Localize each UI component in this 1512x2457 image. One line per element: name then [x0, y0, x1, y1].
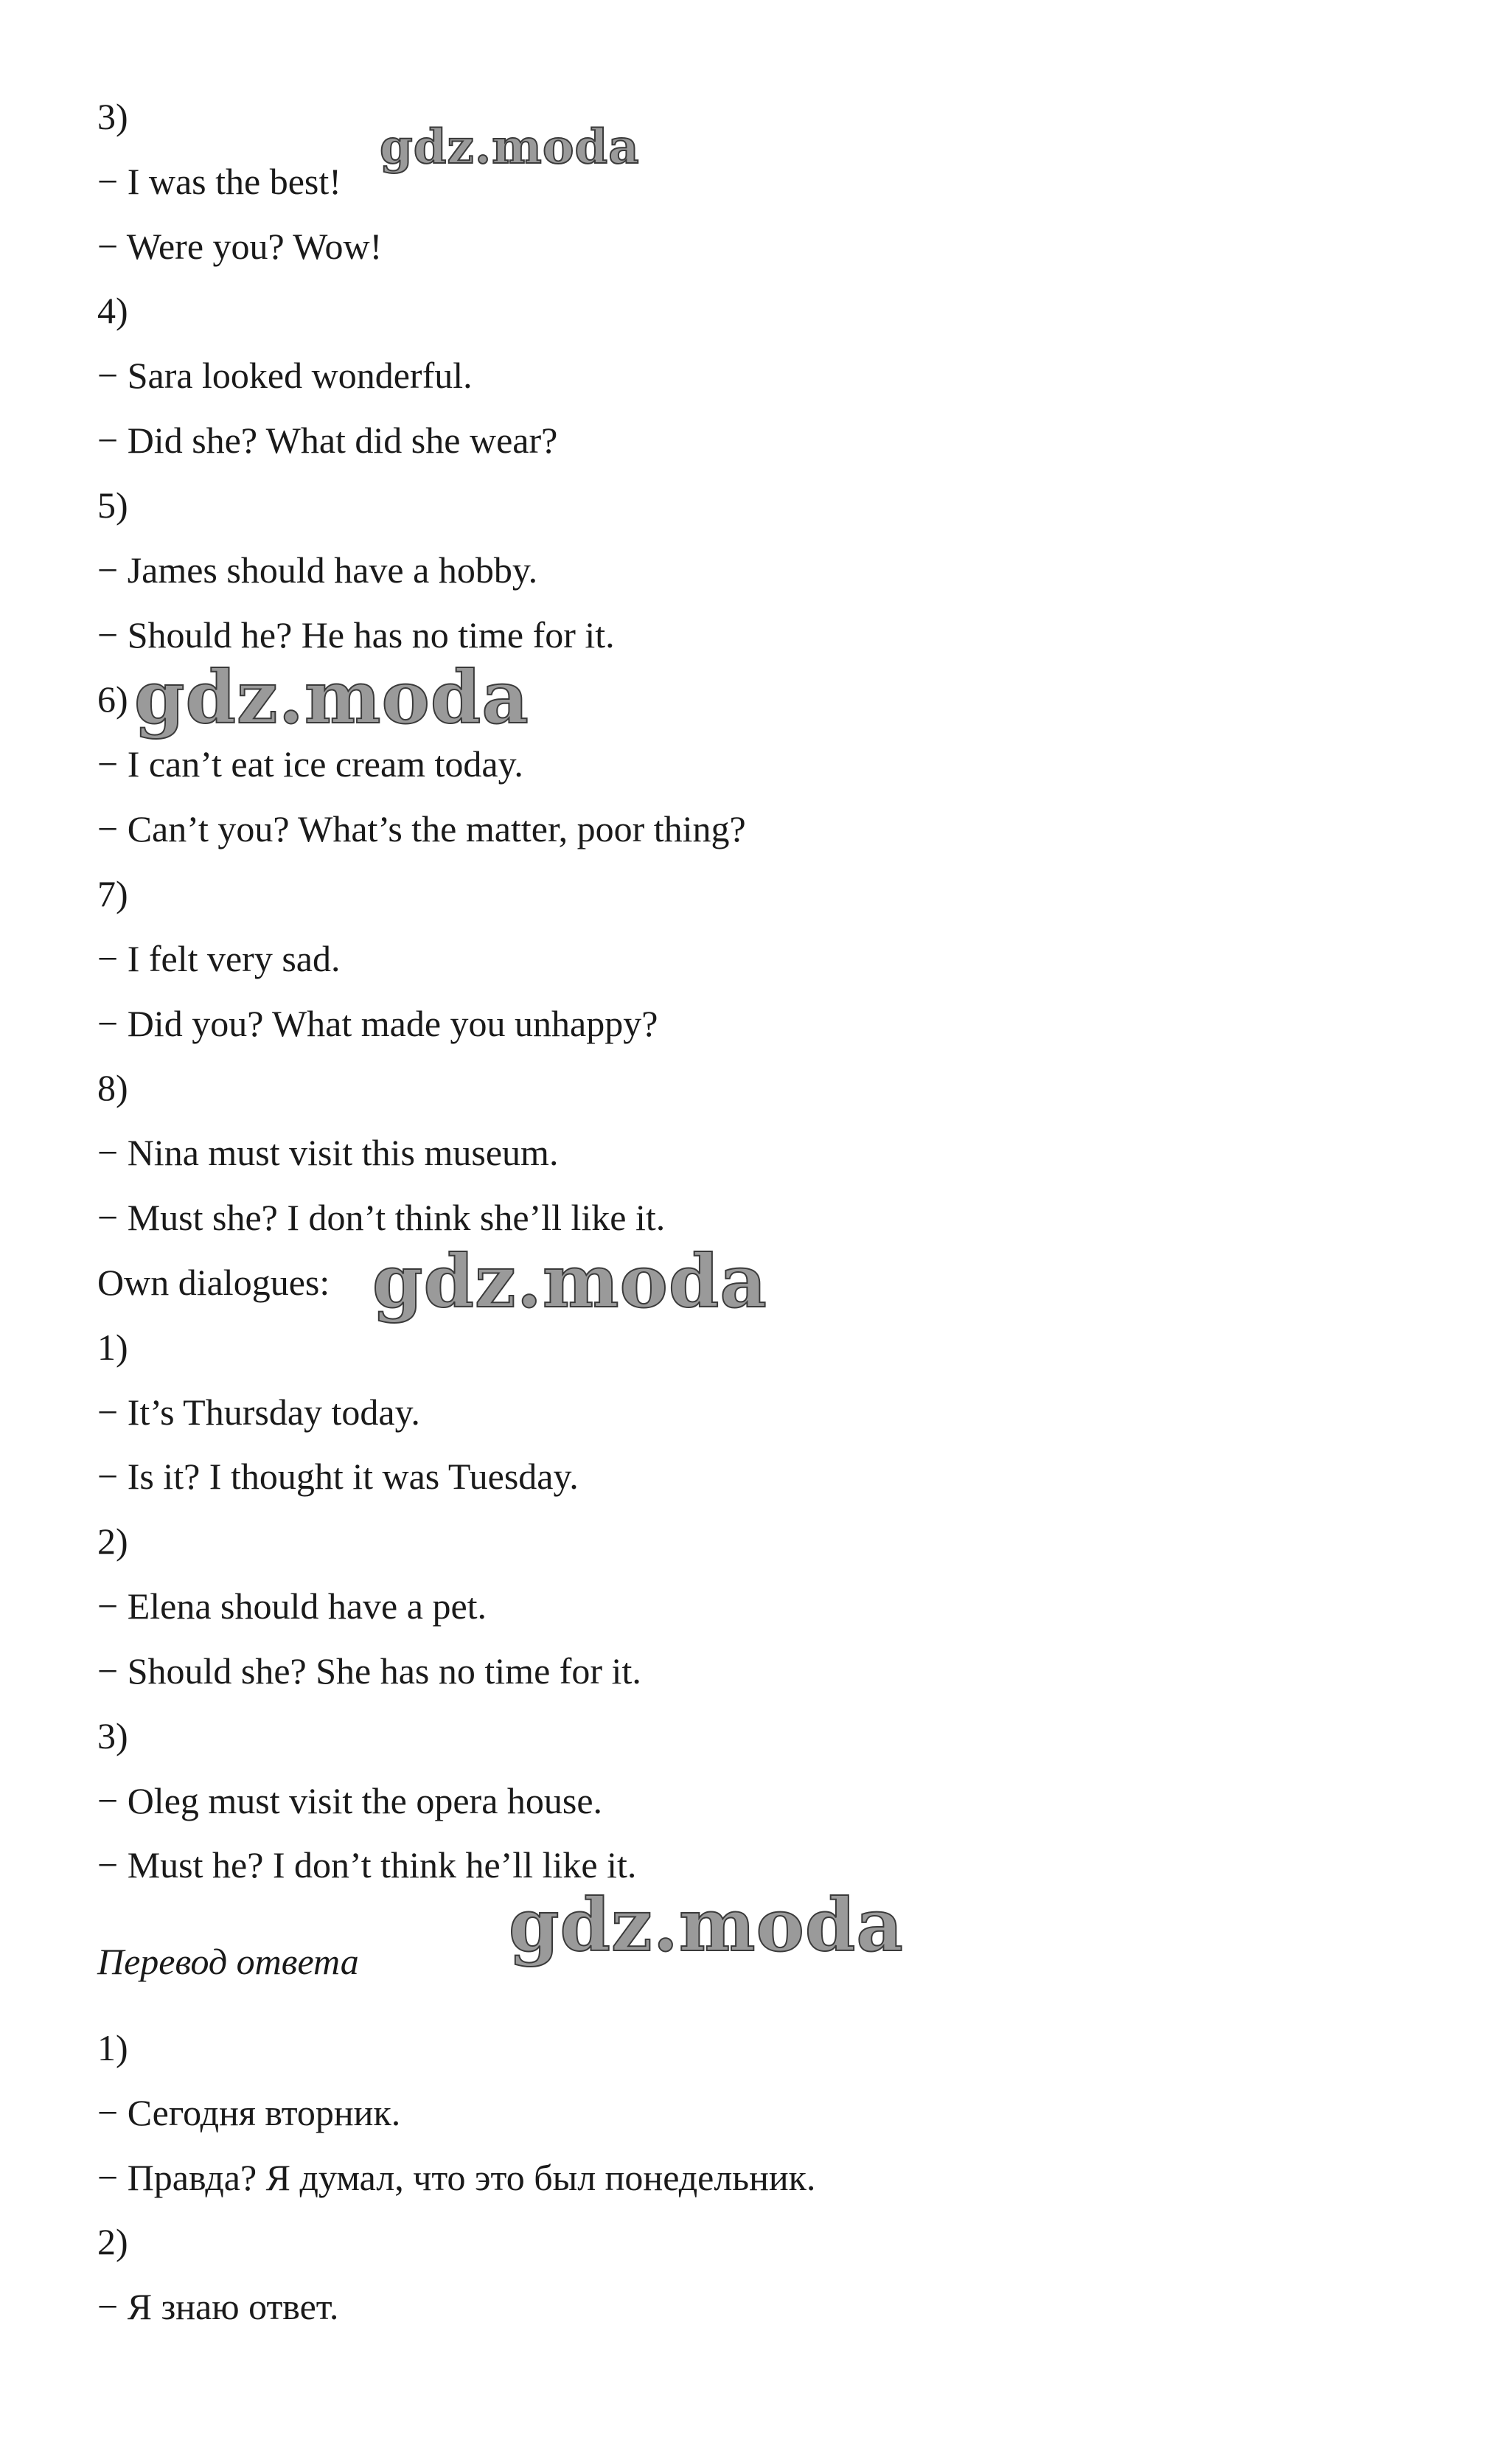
dialogue-number: 2): [97, 1521, 128, 1562]
dialogue-number: 1): [97, 2027, 128, 2068]
dialogue-number: 5): [97, 484, 128, 526]
dialogue-line: − Я знаю ответ.: [97, 2286, 339, 2327]
dialogue-line: − I was the best!: [97, 161, 341, 202]
dialogue-line: − Сегодня вторник.: [97, 2092, 401, 2133]
watermark: gdz.moda: [380, 119, 640, 175]
dialogue-line: − Elena should have a pet.: [97, 1585, 487, 1627]
dialogue-line: − James should have a hobby.: [97, 549, 538, 591]
dialogue-line: − Oleg must visit the opera house.: [97, 1780, 603, 1821]
dialogue-line: − Were you? Wow!: [97, 226, 383, 267]
dialogue-number: 2): [97, 2221, 128, 2262]
dialogue-line: − I can’t eat ice cream today.: [97, 743, 523, 785]
dialogue-line: − Did she? What did she wear?: [97, 420, 558, 461]
translation-heading: Перевод ответа: [97, 1941, 359, 1982]
dialogue-number: 4): [97, 290, 128, 331]
dialogue-line: − Should she? She has no time for it.: [97, 1650, 641, 1692]
dialogue-line: − I felt very sad.: [97, 938, 341, 979]
dialogue-line: − Must he? I don’t think he’ll like it.: [97, 1844, 637, 1886]
dialogue-line: − Правда? Я думал, что это был понедельник.: [97, 2157, 816, 2198]
dialogue-number: 7): [97, 873, 128, 914]
dialogue-number: 3): [97, 96, 128, 137]
dialogue-line: − Sara looked wonderful.: [97, 355, 473, 396]
dialogue-line: − Must she? I don’t think she’ll like it.: [97, 1197, 666, 1238]
dialogue-line: − Should he? He has no time for it.: [97, 614, 615, 656]
dialogue-number: 3): [97, 1715, 128, 1756]
dialogue-number: 6): [97, 678, 128, 720]
dialogue-line: − Can’t you? What’s the matter, poor thing?: [97, 808, 746, 849]
dialogue-number: 1): [97, 1327, 128, 1368]
dialogue-line: − Nina must visit this museum.: [97, 1132, 559, 1173]
dialogue-line: − Did you? What made you unhappy?: [97, 1003, 658, 1044]
watermark: gdz.moda: [372, 1240, 767, 1324]
watermark: gdz.moda: [134, 656, 529, 740]
section-heading: Own dialogues:: [97, 1262, 330, 1303]
dialogue-number: 8): [97, 1067, 128, 1108]
dialogue-line: − Is it? I thought it was Tuesday.: [97, 1456, 579, 1497]
watermark: gdz.moda: [509, 1883, 904, 1968]
dialogue-line: − It’s Thursday today.: [97, 1391, 420, 1433]
